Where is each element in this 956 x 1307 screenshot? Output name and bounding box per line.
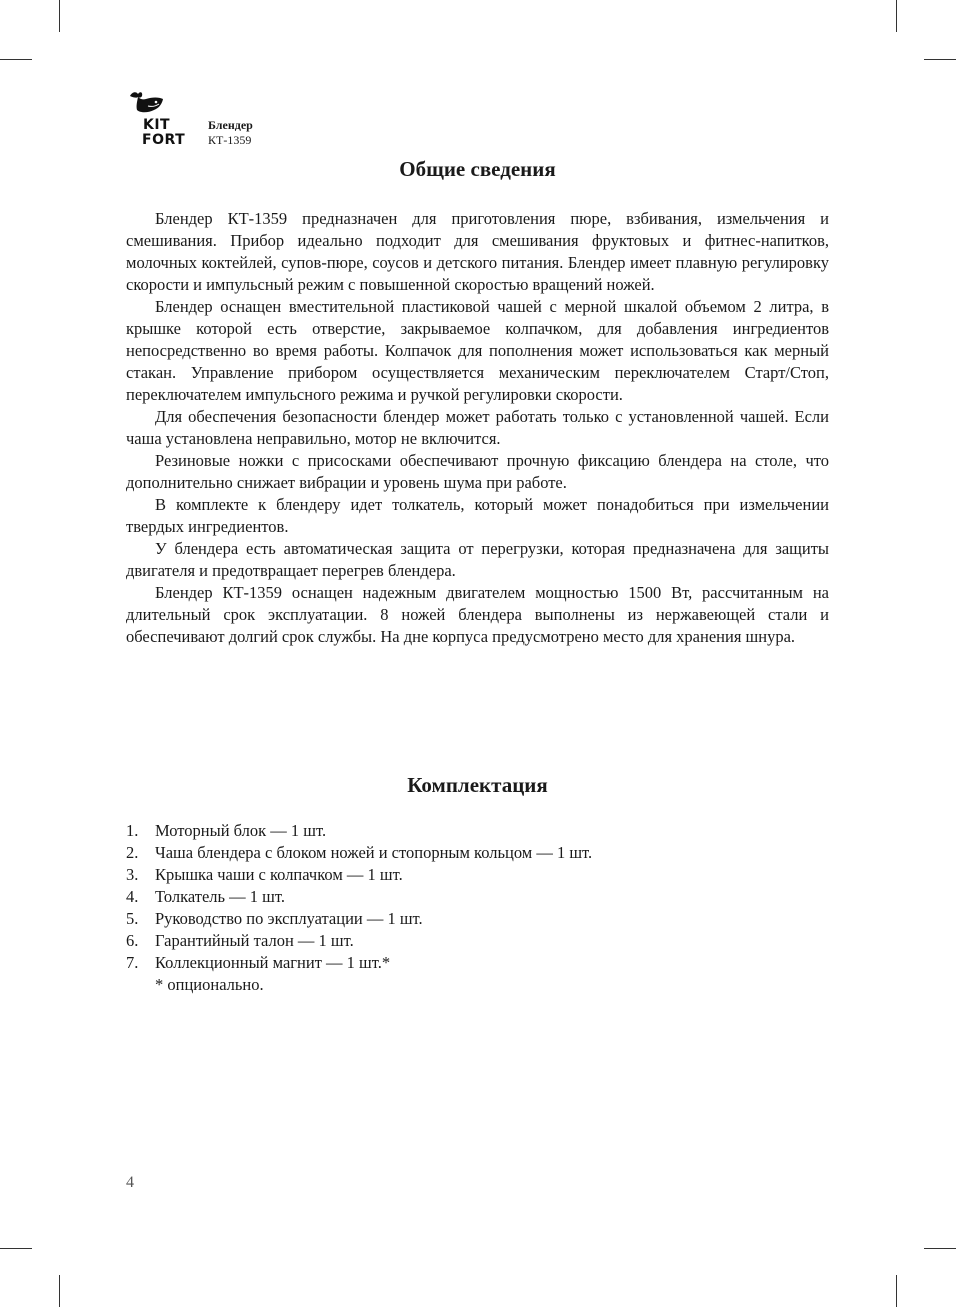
list-item-number: 3.: [126, 865, 139, 884]
kit-list: [126, 820, 829, 974]
list-item-number: 1.: [126, 821, 139, 840]
list-item: [126, 842, 829, 864]
page-header: [126, 88, 326, 152]
crop-mark-bottom-right-horizontal: [924, 1248, 956, 1249]
list-item-text: Коллекционный магнит — 1 шт.*: [155, 953, 391, 972]
list-item-text: Моторный блок — 1 шт.: [155, 821, 327, 840]
crop-mark-top-left-horizontal: [0, 59, 32, 60]
list-item-number: 5.: [126, 909, 139, 928]
footnote: * опционально.: [155, 975, 264, 994]
whale-logo-icon: [126, 88, 166, 116]
list-item-number: 2.: [126, 843, 139, 862]
crop-mark-top-right-horizontal: [924, 59, 956, 60]
product-info: [208, 118, 253, 148]
product-name: Блендер: [208, 118, 253, 132]
brand-line-1: KIT: [143, 117, 171, 133]
paragraph: Для обеспечения безопасности блендер может работать только с установленной чашей. Если чаша установлена неправильно, мотор не включится.: [126, 407, 829, 448]
list-item-text: Толкатель — 1 шт.: [155, 887, 285, 906]
list-item: [126, 886, 829, 908]
crop-mark-bottom-left-horizontal: [0, 1248, 32, 1249]
product-model: КТ-1359: [208, 133, 252, 147]
crop-mark-bottom-right-vertical: [896, 1275, 897, 1307]
list-item: [126, 952, 829, 974]
list-item-number: 6.: [126, 931, 139, 950]
crop-mark-bottom-left-vertical: [59, 1275, 60, 1307]
crop-mark-top-left-vertical: [59, 0, 60, 32]
paragraph: Блендер КТ-1359 оснащен надежным двигателем мощностью 1500 Вт, рассчитанным на длительный срок эксплуатации. 8 ножей блендера выполнены из нержавеющей стали и обеспечивают долгий срок службы. На дне корпуса предусмотрено место для хранения шнура.: [126, 583, 829, 646]
list-item: [126, 864, 829, 886]
list-item-text: Крышка чаши с колпачком — 1 шт.: [155, 865, 403, 884]
list-item-text: Гарантийный талон — 1 шт.: [155, 931, 354, 950]
section-title-general: Общие сведения: [399, 157, 556, 181]
list-item-text: Чаша блендера с блоком ножей и стопорным кольцом — 1 шт.: [155, 843, 593, 862]
brand-line-2: FORT: [142, 132, 186, 148]
paragraph: У блендера есть автоматическая защита от перегрузки, которая предназначена для защиты двигателя и предотвращает перегрев блендера.: [126, 539, 829, 580]
list-item-number: 4.: [126, 887, 139, 906]
list-item: [126, 820, 829, 842]
section-title-kit: Комплектация: [407, 773, 548, 797]
page-number: 4: [126, 1174, 134, 1191]
list-item: [126, 930, 829, 952]
paragraph: В комплекте к блендеру идет толкатель, который может понадобиться при измельчении твердых ингредиентов.: [126, 495, 829, 536]
crop-mark-top-right-vertical: [896, 0, 897, 32]
paragraph: Блендер КТ-1359 предназначен для приготовления пюре, взбивания, измельчения и смешивания. Прибор идеально подходит для смешивания фруктовых и фитнес-напитков, молочных коктейлей, супов-пюре, соусов и детского питания. Блендер имеет плавную регулировку скорости и импульсный режим с повышенной скоростью вращений ножей.: [126, 209, 829, 294]
brand-logo-text: [142, 118, 185, 148]
list-item-text: Руководство по эксплуатации — 1 шт.: [155, 909, 423, 928]
list-item: [126, 908, 829, 930]
general-info-body: [126, 208, 829, 648]
paragraph: Резиновые ножки с присосками обеспечивают прочную фиксацию блендера на столе, что дополнительно снижает вибрации и уровень шума при работе.: [126, 451, 829, 492]
list-item-number: 7.: [126, 953, 139, 972]
general-info-section: [126, 150, 829, 648]
paragraph: Блендер оснащен вместительной пластиковой чашей с мерной шкалой объемом 2 литра, в крышке которой есть отверстие, закрываемое колпачком, для добавления ингредиентов непосредственно во время работы. Колпачок для пополнения может использоваться как мерный стакан. Управление прибором осуществляется механическим переключателем Старт/Стоп, переключателем импульсного режима и ручкой регулировки скорости.: [126, 297, 829, 404]
